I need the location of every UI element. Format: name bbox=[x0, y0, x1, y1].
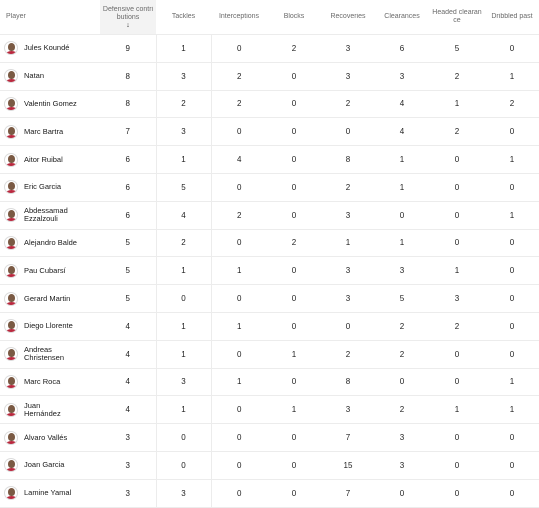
stat-recoveries: 8 bbox=[321, 368, 375, 396]
stat-blocks: 0 bbox=[267, 173, 321, 201]
stat-blocks: 0 bbox=[267, 257, 321, 285]
player-name: Aitor Ruibal bbox=[24, 155, 63, 164]
table-row[interactable] bbox=[0, 312, 539, 340]
player-cell bbox=[0, 340, 100, 368]
table-row[interactable] bbox=[0, 62, 539, 90]
stat-recoveries: 3 bbox=[321, 62, 375, 90]
player-name: Joan Garcia bbox=[24, 461, 65, 470]
column-header-dribbled-past[interactable] bbox=[485, 0, 539, 35]
player-avatar-icon bbox=[4, 486, 18, 500]
stat-clearances: 3 bbox=[375, 257, 429, 285]
stat-clearances: 2 bbox=[375, 396, 429, 424]
player-avatar-icon bbox=[4, 375, 18, 389]
column-header-blocks[interactable] bbox=[267, 0, 321, 35]
stat-headed-clearance: 5 bbox=[429, 35, 485, 63]
stat-defensive-contributions: 9 bbox=[100, 35, 156, 63]
player-avatar-icon bbox=[4, 236, 18, 250]
player-cell bbox=[0, 229, 100, 257]
stat-tackles: 1 bbox=[156, 396, 211, 424]
stat-recoveries: 15 bbox=[321, 451, 375, 479]
stat-dribbled-past: 0 bbox=[485, 257, 539, 285]
stat-tackles: 1 bbox=[156, 146, 211, 174]
stat-tackles: 3 bbox=[156, 368, 211, 396]
player-info[interactable] bbox=[0, 486, 100, 500]
stat-defensive-contributions: 4 bbox=[100, 312, 156, 340]
stat-headed-clearance: 0 bbox=[429, 479, 485, 507]
column-header-interceptions[interactable] bbox=[211, 0, 267, 35]
stat-defensive-contributions: 4 bbox=[100, 368, 156, 396]
stat-interceptions: 1 bbox=[211, 368, 267, 396]
player-avatar-icon bbox=[4, 347, 18, 361]
table-row[interactable] bbox=[0, 173, 539, 201]
player-info[interactable] bbox=[0, 319, 100, 333]
player-info[interactable] bbox=[0, 458, 100, 472]
player-cell bbox=[0, 396, 100, 424]
player-info[interactable] bbox=[0, 236, 100, 250]
stat-blocks: 2 bbox=[267, 35, 321, 63]
stat-recoveries: 3 bbox=[321, 201, 375, 229]
stat-defensive-contributions: 4 bbox=[100, 396, 156, 424]
stat-defensive-contributions: 6 bbox=[100, 173, 156, 201]
player-name: Jules Koundé bbox=[24, 44, 70, 53]
stat-headed-clearance: 0 bbox=[429, 451, 485, 479]
stat-dribbled-past: 0 bbox=[485, 340, 539, 368]
stat-recoveries: 0 bbox=[321, 312, 375, 340]
stat-interceptions: 0 bbox=[211, 479, 267, 507]
stat-recoveries: 3 bbox=[321, 396, 375, 424]
table-row[interactable] bbox=[0, 396, 539, 424]
stat-tackles: 3 bbox=[156, 62, 211, 90]
stat-headed-clearance: 0 bbox=[429, 229, 485, 257]
stat-headed-clearance: 0 bbox=[429, 173, 485, 201]
stat-dribbled-past: 2 bbox=[485, 90, 539, 118]
column-header-headed-clearance[interactable] bbox=[429, 0, 485, 35]
stat-interceptions: 0 bbox=[211, 396, 267, 424]
player-cell bbox=[0, 201, 100, 229]
stat-tackles: 1 bbox=[156, 312, 211, 340]
stat-headed-clearance: 2 bbox=[429, 312, 485, 340]
stat-clearances: 3 bbox=[375, 451, 429, 479]
player-avatar-icon bbox=[4, 41, 18, 55]
table-row[interactable] bbox=[0, 285, 539, 313]
stat-tackles: 0 bbox=[156, 424, 211, 452]
player-info[interactable] bbox=[0, 402, 100, 418]
stat-clearances: 3 bbox=[375, 424, 429, 452]
stat-tackles: 1 bbox=[156, 35, 211, 63]
stat-headed-clearance: 0 bbox=[429, 368, 485, 396]
player-name: Marc Bartra bbox=[24, 127, 64, 136]
stat-blocks: 0 bbox=[267, 146, 321, 174]
player-name: Valentin Gomez bbox=[24, 99, 77, 108]
player-cell bbox=[0, 173, 100, 201]
stat-recoveries: 3 bbox=[321, 35, 375, 63]
table-row[interactable] bbox=[0, 146, 539, 174]
stat-dribbled-past: 1 bbox=[485, 146, 539, 174]
stat-blocks: 0 bbox=[267, 118, 321, 146]
stat-recoveries: 2 bbox=[321, 340, 375, 368]
player-cell bbox=[0, 312, 100, 340]
stat-blocks: 0 bbox=[267, 62, 321, 90]
player-info[interactable] bbox=[0, 346, 100, 362]
player-info[interactable] bbox=[0, 292, 100, 306]
stat-dribbled-past: 0 bbox=[485, 35, 539, 63]
player-name: Andreas Christensen bbox=[24, 346, 65, 363]
stat-interceptions: 0 bbox=[211, 340, 267, 368]
stat-interceptions: 4 bbox=[211, 146, 267, 174]
stat-blocks: 1 bbox=[267, 340, 321, 368]
stat-interceptions: 0 bbox=[211, 118, 267, 146]
player-info[interactable] bbox=[0, 180, 100, 194]
player-info[interactable] bbox=[0, 375, 100, 389]
table-row[interactable] bbox=[0, 35, 539, 63]
stat-defensive-contributions: 3 bbox=[100, 479, 156, 507]
stat-tackles: 0 bbox=[156, 451, 211, 479]
stat-interceptions: 2 bbox=[211, 90, 267, 118]
table-row[interactable] bbox=[0, 451, 539, 479]
stat-dribbled-past: 0 bbox=[485, 312, 539, 340]
stat-tackles: 1 bbox=[156, 340, 211, 368]
stat-recoveries: 8 bbox=[321, 146, 375, 174]
stat-clearances: 2 bbox=[375, 312, 429, 340]
stat-tackles: 2 bbox=[156, 229, 211, 257]
player-info[interactable] bbox=[0, 97, 100, 111]
stat-blocks: 0 bbox=[267, 312, 321, 340]
stat-defensive-contributions: 8 bbox=[100, 62, 156, 90]
player-avatar-icon bbox=[4, 69, 18, 83]
stat-dribbled-past: 1 bbox=[485, 396, 539, 424]
table-row[interactable] bbox=[0, 424, 539, 452]
stat-interceptions: 2 bbox=[211, 201, 267, 229]
table-row[interactable] bbox=[0, 368, 539, 396]
stat-headed-clearance: 1 bbox=[429, 396, 485, 424]
stat-headed-clearance: 3 bbox=[429, 285, 485, 313]
stat-clearances: 1 bbox=[375, 173, 429, 201]
column-header-label: Player bbox=[6, 13, 26, 20]
player-avatar-icon bbox=[4, 458, 18, 472]
stat-clearances: 2 bbox=[375, 340, 429, 368]
stat-blocks: 2 bbox=[267, 229, 321, 257]
stat-tackles: 0 bbox=[156, 285, 211, 313]
column-header-label: Dribbled past bbox=[491, 13, 533, 20]
stat-dribbled-past: 1 bbox=[485, 368, 539, 396]
stat-clearances: 0 bbox=[375, 479, 429, 507]
stat-headed-clearance: 1 bbox=[429, 90, 485, 118]
stat-blocks: 0 bbox=[267, 368, 321, 396]
column-header-defensive-contributions[interactable] bbox=[100, 0, 156, 35]
stat-dribbled-past: 0 bbox=[485, 173, 539, 201]
stat-interceptions: 0 bbox=[211, 451, 267, 479]
stat-tackles: 4 bbox=[156, 201, 211, 229]
stat-recoveries: 3 bbox=[321, 257, 375, 285]
table-row[interactable] bbox=[0, 257, 539, 285]
player-cell bbox=[0, 424, 100, 452]
stat-interceptions: 1 bbox=[211, 257, 267, 285]
player-avatar-icon bbox=[4, 208, 18, 222]
player-info[interactable] bbox=[0, 431, 100, 445]
stat-defensive-contributions: 6 bbox=[100, 146, 156, 174]
player-avatar-icon bbox=[4, 153, 18, 167]
column-header-recoveries[interactable] bbox=[321, 0, 375, 35]
stat-blocks: 0 bbox=[267, 451, 321, 479]
stat-defensive-contributions: 3 bbox=[100, 424, 156, 452]
stat-blocks: 0 bbox=[267, 285, 321, 313]
column-header-label: Defensive contributions bbox=[102, 5, 154, 21]
player-info[interactable] bbox=[0, 69, 100, 83]
player-info[interactable] bbox=[0, 125, 100, 139]
player-avatar-icon bbox=[4, 125, 18, 139]
stat-defensive-contributions: 5 bbox=[100, 257, 156, 285]
stat-blocks: 1 bbox=[267, 396, 321, 424]
player-cell bbox=[0, 479, 100, 507]
stat-clearances: 0 bbox=[375, 368, 429, 396]
stat-clearances: 4 bbox=[375, 90, 429, 118]
stat-interceptions: 2 bbox=[211, 62, 267, 90]
player-avatar-icon bbox=[4, 292, 18, 306]
stat-recoveries: 1 bbox=[321, 229, 375, 257]
stat-interceptions: 0 bbox=[211, 229, 267, 257]
player-cell bbox=[0, 368, 100, 396]
stat-clearances: 4 bbox=[375, 118, 429, 146]
player-name: Lamine Yamal bbox=[24, 489, 72, 498]
table-row[interactable] bbox=[0, 90, 539, 118]
player-cell bbox=[0, 146, 100, 174]
stat-headed-clearance: 2 bbox=[429, 62, 485, 90]
stat-blocks: 0 bbox=[267, 201, 321, 229]
stat-recoveries: 2 bbox=[321, 90, 375, 118]
column-header-label: Recoveries bbox=[330, 13, 366, 20]
player-cell bbox=[0, 35, 100, 63]
stat-tackles: 5 bbox=[156, 173, 211, 201]
stat-clearances: 0 bbox=[375, 201, 429, 229]
player-avatar-icon bbox=[4, 403, 18, 417]
stat-recoveries: 3 bbox=[321, 285, 375, 313]
stat-clearances: 5 bbox=[375, 285, 429, 313]
player-info[interactable] bbox=[0, 264, 100, 278]
column-header-label: Blocks bbox=[283, 13, 305, 20]
stat-clearances: 6 bbox=[375, 35, 429, 63]
stat-defensive-contributions: 4 bbox=[100, 340, 156, 368]
player-name: Natan bbox=[24, 72, 45, 81]
stat-headed-clearance: 2 bbox=[429, 118, 485, 146]
column-header-label: Tackles bbox=[171, 13, 196, 20]
stat-tackles: 2 bbox=[156, 90, 211, 118]
stat-interceptions: 0 bbox=[211, 173, 267, 201]
table-body bbox=[0, 35, 539, 508]
player-info[interactable] bbox=[0, 41, 100, 55]
stat-headed-clearance: 0 bbox=[429, 424, 485, 452]
stat-defensive-contributions: 3 bbox=[100, 451, 156, 479]
player-info[interactable] bbox=[0, 207, 100, 223]
stat-clearances: 1 bbox=[375, 146, 429, 174]
player-name: Álvaro Vallés bbox=[24, 433, 68, 442]
stat-defensive-contributions: 7 bbox=[100, 118, 156, 146]
player-avatar-icon bbox=[4, 319, 18, 333]
stat-dribbled-past: 0 bbox=[485, 424, 539, 452]
stat-dribbled-past: 0 bbox=[485, 451, 539, 479]
column-header-player[interactable] bbox=[0, 0, 100, 35]
player-avatar-icon bbox=[4, 97, 18, 111]
stat-blocks: 0 bbox=[267, 479, 321, 507]
stat-tackles: 3 bbox=[156, 118, 211, 146]
stat-headed-clearance: 0 bbox=[429, 201, 485, 229]
stat-headed-clearance: 0 bbox=[429, 340, 485, 368]
table-header-row bbox=[0, 0, 539, 35]
player-name: Marc Roca bbox=[24, 377, 61, 386]
player-cell bbox=[0, 285, 100, 313]
stat-tackles: 1 bbox=[156, 257, 211, 285]
stat-interceptions: 0 bbox=[211, 35, 267, 63]
stat-tackles: 3 bbox=[156, 479, 211, 507]
player-name: Pau Cubarsí bbox=[24, 266, 66, 275]
column-header-tackles[interactable] bbox=[156, 0, 211, 35]
player-name: Alejandro Balde bbox=[24, 238, 77, 247]
stat-dribbled-past: 0 bbox=[485, 285, 539, 313]
stat-clearances: 1 bbox=[375, 229, 429, 257]
player-cell bbox=[0, 118, 100, 146]
player-cell bbox=[0, 257, 100, 285]
stat-defensive-contributions: 5 bbox=[100, 229, 156, 257]
player-name: Diego Llorente bbox=[24, 322, 73, 331]
player-avatar-icon bbox=[4, 180, 18, 194]
stat-recoveries: 0 bbox=[321, 118, 375, 146]
player-name: Eric Garcia bbox=[24, 183, 62, 192]
stat-blocks: 0 bbox=[267, 90, 321, 118]
table-row[interactable] bbox=[0, 479, 539, 507]
stat-dribbled-past: 1 bbox=[485, 201, 539, 229]
stat-headed-clearance: 0 bbox=[429, 146, 485, 174]
column-header-clearances[interactable] bbox=[375, 0, 429, 35]
player-name: Juan Hernández bbox=[24, 401, 61, 418]
table-row[interactable] bbox=[0, 201, 539, 229]
stat-dribbled-past: 0 bbox=[485, 229, 539, 257]
stat-interceptions: 1 bbox=[211, 312, 267, 340]
player-info[interactable] bbox=[0, 153, 100, 167]
stat-blocks: 0 bbox=[267, 424, 321, 452]
column-header-label: Interceptions bbox=[218, 13, 260, 20]
table-row[interactable] bbox=[0, 118, 539, 146]
table-row[interactable] bbox=[0, 229, 539, 257]
player-cell bbox=[0, 90, 100, 118]
column-header-label: Clearances bbox=[384, 13, 420, 20]
stat-recoveries: 2 bbox=[321, 173, 375, 201]
player-cell bbox=[0, 62, 100, 90]
stat-defensive-contributions: 8 bbox=[100, 90, 156, 118]
player-cell bbox=[0, 451, 100, 479]
stat-interceptions: 0 bbox=[211, 424, 267, 452]
stat-dribbled-past: 0 bbox=[485, 118, 539, 146]
stat-defensive-contributions: 6 bbox=[100, 201, 156, 229]
column-header-label: Headed clearance bbox=[432, 9, 482, 24]
player-name: Gerard Martin bbox=[24, 294, 71, 303]
sort-arrow-icon: ↓ bbox=[126, 21, 130, 29]
stat-headed-clearance: 1 bbox=[429, 257, 485, 285]
player-avatar-icon bbox=[4, 431, 18, 445]
player-avatar-icon bbox=[4, 264, 18, 278]
stat-recoveries: 7 bbox=[321, 424, 375, 452]
player-name: Abdessamad Ezzalzouli bbox=[24, 207, 68, 224]
stat-defensive-contributions: 5 bbox=[100, 285, 156, 313]
stat-dribbled-past: 1 bbox=[485, 62, 539, 90]
stat-recoveries: 7 bbox=[321, 479, 375, 507]
stat-clearances: 3 bbox=[375, 62, 429, 90]
stat-dribbled-past: 0 bbox=[485, 479, 539, 507]
stat-interceptions: 0 bbox=[211, 285, 267, 313]
table-row[interactable] bbox=[0, 340, 539, 368]
